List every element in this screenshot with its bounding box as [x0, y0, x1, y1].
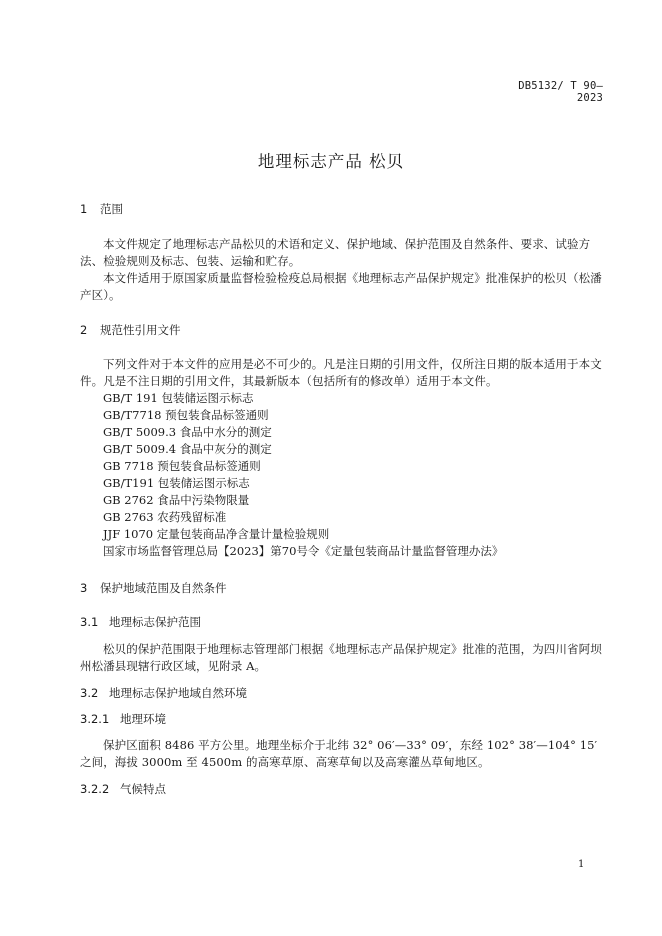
section-title: 地理标志保护范围 [109, 615, 201, 629]
section-title: 气候特点 [120, 782, 166, 796]
section-3-2-2-heading [80, 781, 166, 797]
reference-item: GB/T 5009.3 食品中水分的测定 [103, 425, 272, 439]
section-number: 3.2.2 [80, 782, 110, 796]
reference-item: 国家市场监督管理总局【2023】第70号令《定量包装商品计量监督管理办法》 [103, 544, 504, 558]
reference-item: GB 2762 食品中污染物限量 [103, 493, 250, 507]
reference-item: GB 7718 预包装食品标签通则 [103, 459, 261, 473]
section-number: 3 [80, 581, 88, 595]
section-number: 3.1 [80, 615, 99, 629]
section-title: 保护地域范围及自然条件 [100, 581, 227, 595]
section-number: 3.2 [80, 686, 99, 700]
section-1-paragraph-2: 本文件适用于原国家质量监督检验检疫总局根据《地理标志产品保护规定》批准保护的松贝（松潘产区）。 [80, 271, 602, 302]
section-3-2-1-heading [80, 711, 166, 727]
section-1-heading [80, 201, 123, 217]
section-number: 3.2.1 [80, 712, 110, 726]
section-1-paragraph-1: 本文件规定了地理标志产品松贝的术语和定义、保护地域、保护范围及自然条件、要求、试验方法、检验规则及标志、包装、运输和贮存。 [80, 237, 591, 268]
section-2-intro: 下列文件对于本文件的应用是必不可少的。凡是注日期的引用文件，仅所注日期的版本适用于本文件。凡是不注日期的引用文件，其最新版本（包括所有的修改单）适用于本文件。 [80, 357, 602, 388]
section-3-1-paragraph: 松贝的保护范围限于地理标志管理部门根据《地理标志产品保护规定》批准的范围，为四川省阿坝州松潘县现辖行政区域，见附录 A。 [80, 642, 602, 673]
section-3-2-heading [80, 685, 247, 701]
section-title: 规范性引用文件 [100, 323, 181, 337]
page-number: 1 [578, 859, 585, 870]
section-title: 地理环境 [120, 712, 166, 726]
section-3-heading [80, 580, 227, 596]
section-2-heading [80, 322, 181, 338]
reference-item: GB/T 191 包装储运图示标志 [103, 391, 254, 405]
section-3-1-heading [80, 614, 201, 630]
reference-item: JJF 1070 定量包装商品净含量计量检验规则 [103, 527, 330, 541]
page-title: 地理标志产品 松贝 [257, 152, 405, 171]
section-number: 2 [80, 323, 88, 337]
reference-item: GB/T7718 预包装食品标签通则 [103, 408, 269, 422]
section-title: 范围 [100, 202, 123, 216]
reference-item: GB/T191 包装储运图示标志 [103, 476, 250, 490]
document-number: DB5132/ T 90—2023 [518, 80, 603, 104]
reference-item: GB/T 5009.4 食品中灰分的测定 [103, 442, 272, 456]
section-3-2-1-paragraph: 保护区面积 8486 平方公里。地理坐标介于北纬 32° 06′—33° 09′，东经 102° 38′—104° 15′之间，海拔 3000m 至 4500m 的高寒草原、高寒草甸以及高寒灌丛草甸地区。 [80, 738, 598, 769]
reference-item: GB 2763 农药残留标准 [103, 510, 227, 524]
section-number: 1 [80, 202, 88, 216]
section-title: 地理标志保护地域自然环境 [109, 686, 247, 700]
